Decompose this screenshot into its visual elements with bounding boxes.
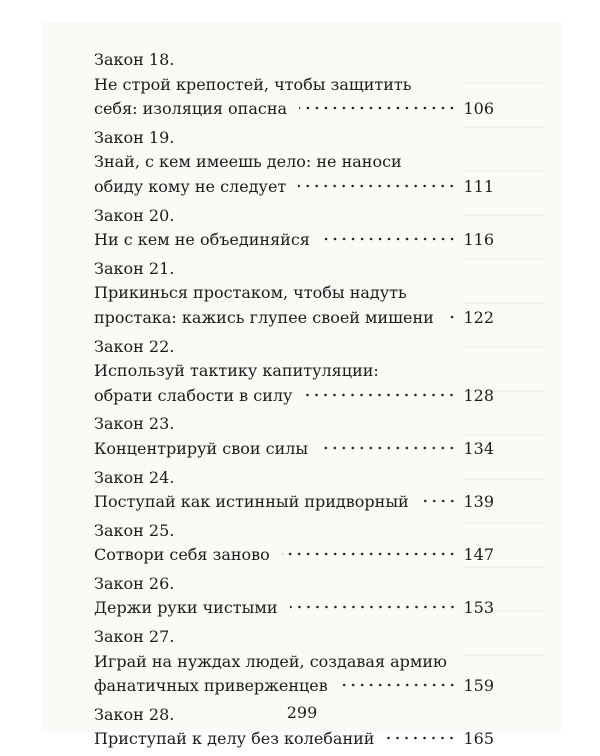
dot-leader bbox=[304, 393, 456, 397]
law-title-text: Сотвори себя заново bbox=[94, 545, 270, 565]
law-number: Закон 18. bbox=[94, 50, 175, 69]
page-reference: 165 bbox=[463, 729, 494, 749]
dot-leader bbox=[322, 237, 457, 241]
law-title-line bbox=[94, 175, 494, 200]
page-reference: 128 bbox=[463, 385, 494, 405]
toc-entry bbox=[94, 519, 494, 568]
page-reference: 153 bbox=[463, 598, 494, 618]
law-title-text: фанатичных приверженцев bbox=[94, 676, 328, 696]
law-title-line bbox=[94, 97, 494, 122]
dot-leader bbox=[282, 552, 457, 556]
dot-leader bbox=[421, 499, 457, 503]
page-reference: 139 bbox=[463, 492, 494, 512]
law-title-text: Приступай к делу без колебаний bbox=[94, 729, 375, 749]
page-reference: 106 bbox=[463, 99, 494, 119]
toc-entry bbox=[94, 335, 494, 409]
law-number: Закон 22. bbox=[94, 336, 175, 356]
law-number: Закон 27. bbox=[94, 627, 175, 647]
law-number: Закон 21. bbox=[94, 258, 175, 278]
table-of-contents bbox=[94, 48, 494, 756]
toc-entry bbox=[94, 48, 494, 122]
law-title-text: Поступай как истинный придворный bbox=[94, 492, 409, 512]
law-title-line bbox=[94, 674, 494, 699]
toc-entry bbox=[94, 466, 494, 515]
law-title-line bbox=[94, 228, 494, 253]
law-title-text: обиду кому не следует bbox=[94, 176, 287, 196]
law-title-text: Концентрируй свои силы bbox=[94, 438, 309, 458]
law-title-text: Прикинься простаком, чтобы надуть bbox=[94, 283, 407, 303]
law-title-text: Используй тактику капитуляции: bbox=[94, 361, 379, 381]
law-title-text: Держи руки чистыми bbox=[94, 598, 278, 618]
law-number: Закон 26. bbox=[94, 573, 175, 593]
law-title-text: себя: изоляция опасна bbox=[94, 99, 288, 119]
toc-entry bbox=[94, 126, 494, 200]
law-title-line bbox=[94, 437, 494, 462]
law-title-text: Знай, с кем имеешь дело: не наноси bbox=[94, 152, 402, 172]
page-reference: 122 bbox=[463, 307, 494, 327]
law-title-text: Ни с кем не объединяйся bbox=[94, 230, 310, 250]
dot-leader bbox=[386, 736, 456, 740]
page-number: 299 bbox=[286, 703, 318, 722]
law-number: Закон 24. bbox=[94, 467, 175, 487]
page-reference: 134 bbox=[463, 438, 494, 458]
dot-leader bbox=[446, 315, 457, 319]
law-title-text: Не строй крепостей, чтобы защитить bbox=[94, 74, 412, 94]
toc-entry bbox=[94, 412, 494, 461]
dot-leader bbox=[340, 683, 457, 687]
law-title-line bbox=[94, 490, 494, 515]
page-reference: 147 bbox=[463, 545, 494, 565]
law-title-text: Играй на нуждах людей, создавая армию bbox=[94, 651, 447, 671]
law-title-line bbox=[94, 306, 494, 331]
page-reference: 159 bbox=[463, 676, 494, 696]
law-title-line bbox=[94, 359, 494, 384]
toc-entry bbox=[94, 625, 494, 699]
law-title-line bbox=[94, 384, 494, 409]
law-title-line bbox=[94, 73, 494, 98]
law-title-line bbox=[94, 543, 494, 568]
law-title-text: обрати слабости в силу bbox=[94, 385, 293, 405]
law-title-line bbox=[94, 281, 494, 306]
toc-entry bbox=[94, 204, 494, 253]
law-title-text: простака: кажись глупее своей мишени bbox=[94, 307, 434, 327]
dot-leader bbox=[320, 446, 456, 450]
law-number: Закон 23. bbox=[94, 414, 175, 434]
law-number: Закон 25. bbox=[94, 520, 175, 540]
page-reference: 111 bbox=[463, 176, 494, 196]
law-title-line bbox=[94, 727, 494, 752]
law-title-line bbox=[94, 150, 494, 175]
toc-entry bbox=[94, 572, 494, 621]
law-number: Закон 20. bbox=[94, 205, 175, 225]
law-title-line bbox=[94, 650, 494, 675]
book-page bbox=[42, 22, 562, 749]
dot-leader bbox=[298, 184, 456, 188]
page-reference: 116 bbox=[463, 230, 494, 250]
law-title-line bbox=[94, 596, 494, 621]
toc-entry bbox=[94, 257, 494, 331]
law-number: Закон 19. bbox=[94, 127, 175, 147]
law-number: Закон 28. bbox=[94, 704, 175, 724]
dot-leader bbox=[299, 106, 456, 110]
dot-leader bbox=[290, 605, 457, 609]
